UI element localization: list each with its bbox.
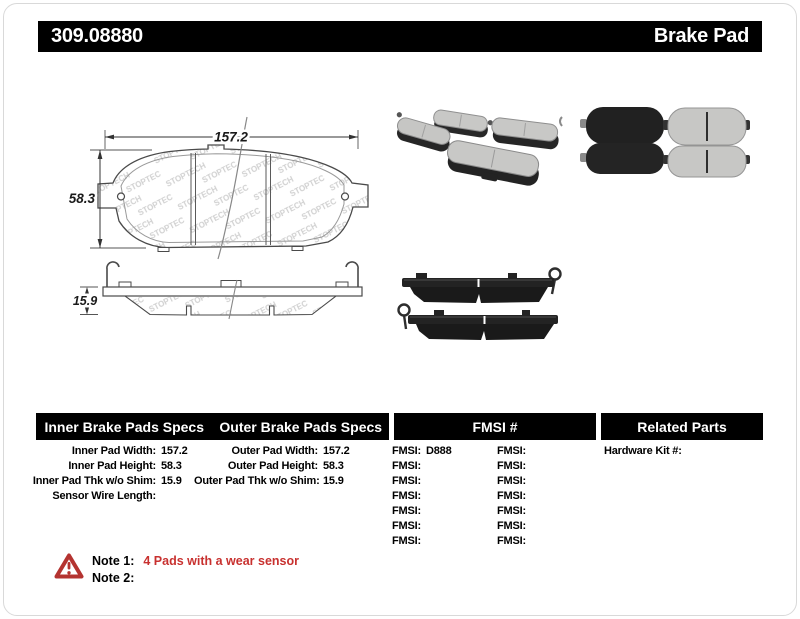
spec-label: Inner Pad Thk w/o Shim: <box>32 475 156 487</box>
technical-drawing <box>40 95 380 330</box>
fmsi-label: FMSI: <box>497 535 526 547</box>
related-parts-table <box>604 444 687 459</box>
spec-label: Outer Pad Height: <box>227 460 318 472</box>
fmsi-label: FMSI: <box>497 490 526 502</box>
clip <box>107 262 119 287</box>
rivet-hole <box>342 193 349 200</box>
fmsi-label: FMSI: <box>497 520 526 532</box>
spec-value: 58.3 <box>323 460 344 472</box>
related-parts-title: Related Parts <box>637 418 727 435</box>
product-type: Brake Pad <box>653 25 749 47</box>
fmsi-label: FMSI: <box>497 445 526 457</box>
thickness-dimension-label: 15.9 <box>72 294 98 308</box>
fmsi-label: FMSI: <box>392 475 421 487</box>
pad-photo-edge-bottom <box>399 305 559 341</box>
side-view-drawing <box>73 262 362 319</box>
spec-value: 157.2 <box>161 445 188 457</box>
fmsi-label: FMSI: <box>392 490 421 502</box>
fmsi-label: FMSI: <box>392 520 421 532</box>
spec-value: 15.9 <box>323 475 344 487</box>
title-bar <box>38 21 762 52</box>
spec-value: 15.9 <box>161 475 182 487</box>
fmsi-label: FMSI: <box>392 535 421 547</box>
pad-photos-edge <box>390 250 600 370</box>
front-view-drawing <box>69 117 368 259</box>
rivet-hole <box>118 193 125 200</box>
inner-specs-title: Inner Brake Pads Specs <box>44 418 205 435</box>
fmsi-label: FMSI: <box>392 445 421 457</box>
fmsi-row <box>497 504 531 519</box>
fmsi-row <box>392 444 452 459</box>
table-row <box>30 489 188 504</box>
spec-label: Inner Pad Height: <box>68 460 156 472</box>
pad-photo-angled-set <box>390 109 560 189</box>
note-2-label: Note 2: <box>92 570 135 585</box>
fmsi-row <box>392 474 452 489</box>
width-dimension <box>105 130 358 150</box>
spec-label: Inner Pad Width: <box>71 445 156 457</box>
note-1 <box>92 553 299 570</box>
table-row <box>30 474 188 489</box>
fmsi-row <box>497 489 531 504</box>
part-number: 309.08880 <box>51 25 143 47</box>
spec-label: Sensor Wire Length: <box>52 490 156 502</box>
note-2 <box>92 570 299 587</box>
fmsi-row <box>497 474 531 489</box>
fmsi-row <box>392 504 452 519</box>
fmsi-column-1 <box>392 444 452 549</box>
pad-photo-edge-top <box>402 269 561 304</box>
inner-specs-table <box>30 444 188 504</box>
specs-header-bar <box>36 413 389 440</box>
width-dimension-label: 157.2 <box>214 129 248 145</box>
thickness-dimension <box>73 287 98 315</box>
fmsi-label: FMSI: <box>497 460 526 472</box>
outer-specs-table <box>194 444 350 489</box>
fmsi-header-bar <box>394 413 596 440</box>
fmsi-column-2 <box>497 444 531 549</box>
pad-photos-top <box>390 95 780 205</box>
table-row <box>194 459 350 474</box>
fmsi-value: D888 <box>426 445 452 457</box>
height-dimension-label: 58.3 <box>68 191 95 206</box>
note-1-label: Note 1: <box>92 554 135 568</box>
fmsi-label: FMSI: <box>392 505 421 517</box>
related-parts-header-bar <box>601 413 763 440</box>
fmsi-row <box>497 444 531 459</box>
table-row <box>604 444 687 459</box>
spec-value: 157.2 <box>323 445 350 457</box>
warning-triangle-icon <box>54 552 84 580</box>
table-row <box>194 474 350 489</box>
table-row <box>30 459 188 474</box>
fmsi-row <box>497 459 531 474</box>
table-row <box>194 444 350 459</box>
fmsi-row <box>392 489 452 504</box>
fmsi-label: FMSI: <box>392 460 421 472</box>
fmsi-row <box>392 534 452 549</box>
fmsi-row <box>497 519 531 534</box>
fmsi-row <box>392 519 452 534</box>
notes-block <box>92 553 299 586</box>
fmsi-title: FMSI # <box>472 418 518 435</box>
pad-photo-flat-set <box>560 107 750 177</box>
fmsi-label: FMSI: <box>497 505 526 517</box>
fmsi-label: FMSI: <box>497 475 526 487</box>
outer-specs-title: Outer Brake Pads Specs <box>219 418 383 435</box>
note-1-text: 4 Pads with a wear sensor <box>143 554 299 568</box>
fmsi-row <box>392 459 452 474</box>
fmsi-row <box>497 534 531 549</box>
table-row <box>30 444 188 459</box>
spec-value: 58.3 <box>161 460 182 472</box>
spec-label: Outer Pad Thk w/o Shim: <box>194 475 320 487</box>
related-label: Hardware Kit #: <box>604 445 682 457</box>
spec-label: Outer Pad Width: <box>231 445 318 457</box>
